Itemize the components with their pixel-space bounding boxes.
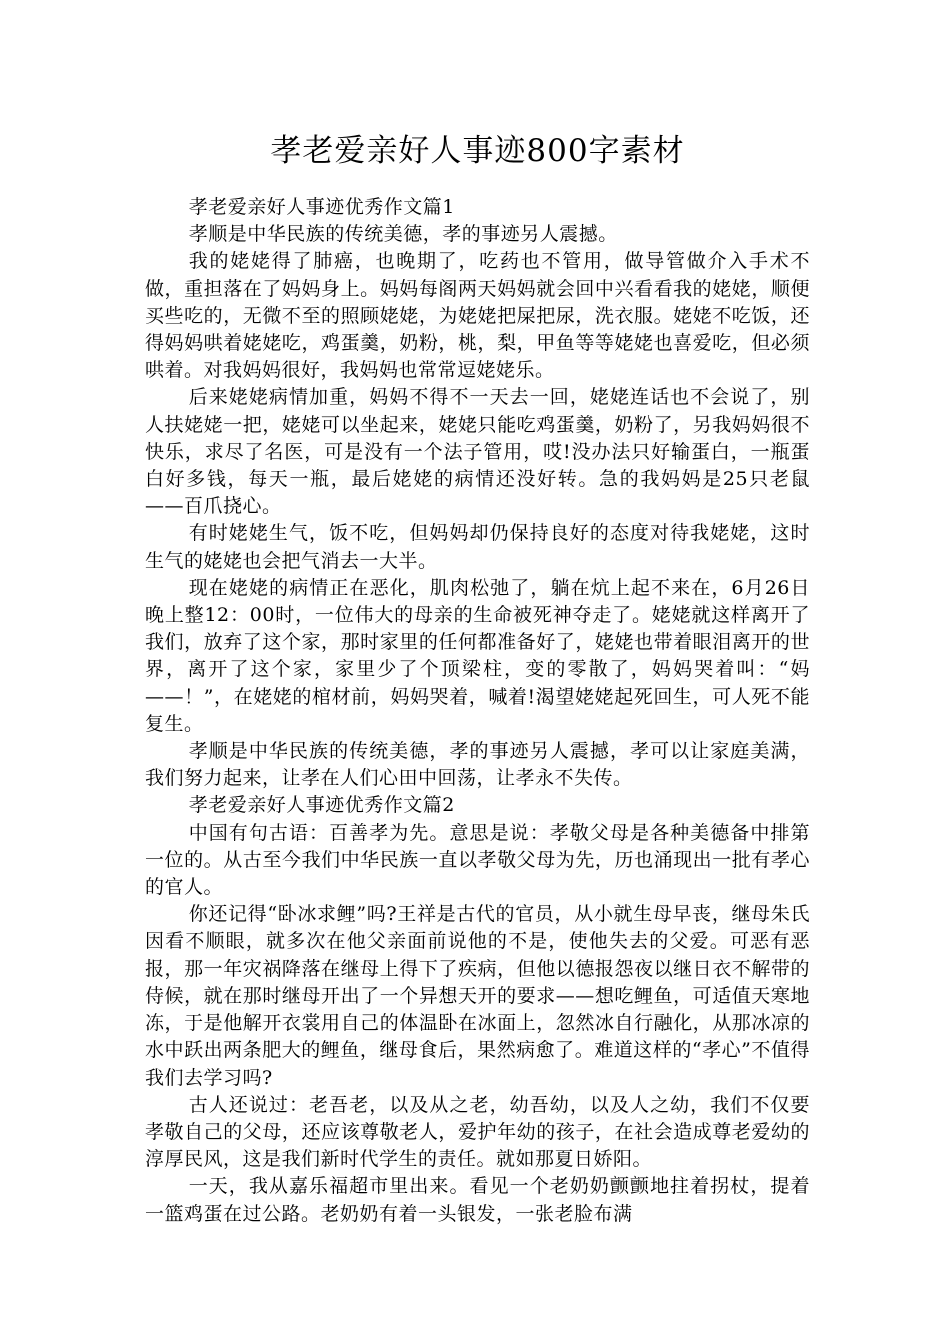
paragraph: 我的姥姥得了肺癌，也晚期了，吃药也不管用，做导管做介入手术不做，重担落在了妈妈身上。妈妈每阁两天妈妈就会回中兴看看我的姥姥，顺便买些吃的，无微不至的照顾姥姥，为姥姥把屎把尿，洗衣服。姥姥不吃饭，还得妈妈哄着姥姥吃，鸡蛋羹，奶粉，桃，梨，甲鱼等等姥姥也喜爱吃，但必须哄着。对我妈妈很好，我妈妈也常常逗姥姥乐。 bbox=[145, 250, 810, 382]
paragraph: 一天，我从嘉乐福超市里出来。看见一个老奶奶颤颤地拄着拐杖，提着一篮鸡蛋在过公路。老奶奶有着一头银发，一张老脸布满 bbox=[145, 1175, 810, 1225]
document-body bbox=[145, 194, 810, 1228]
paragraph: 现在姥姥的病情正在恶化，肌肉松弛了，躺在炕上起不来在，6月26日晚上整12：00时，一位伟大的母亲的生命被死神夺走了。姥姥就这样离开了我们，放弃了这个家，那时家里的任何都准备好了，姥姥也带着眼泪离开的世界，离开了这个家，家里少了个顶梁柱，变的零散了，妈妈哭着叫：“妈——！”，在姥姥的棺材前，妈妈哭着，喊着!渴望姥姥起死回生，可人死不能复生。 bbox=[145, 576, 810, 735]
paragraph: 后来姥姥病情加重，妈妈不得不一天去一回，姥姥连话也不会说了，别人扶姥姥一把，姥姥可以坐起来，姥姥只能吃鸡蛋羹，奶粉了，另我妈妈很不快乐，求尽了名医，可是没有一个法子管用，哎!没办法只好输蛋白，一瓶蛋白好多钱，每天一瓶，最后姥姥的病情还没好转。急的我妈妈是25只老鼠——百爪挠心。 bbox=[145, 386, 810, 518]
paragraph: 中国有句古语：百善孝为先。意思是说：孝敬父母是各种美德备中排第一位的。从古至今我们中华民族一直以孝敬父母为先，历也涌现出一批有孝心的官人。 bbox=[145, 821, 810, 899]
section-heading-2: 孝老爱亲好人事迹优秀作文篇2 bbox=[188, 794, 455, 817]
paragraph: 孝顺是中华民族的传统美德，孝的事迹另人震撼。 bbox=[188, 223, 618, 246]
paragraph: 你还记得“卧冰求鲤”吗?王祥是古代的官员，从小就生母早丧，继母朱氏因看不顺眼，就多次在他父亲面前说他的不是，使他失去的父爱。可恶有恶报，那一年灾祸降落在继母上得下了疾病，但他以德报怨夜以继日衣不解带的侍候，就在那时继母开出了一个异想天开的要求——想吃鲤鱼，可适值天寒地冻，于是他解开衣裳用自己的体温卧在冰面上，忽然冰自行融化，从那冰凉的水中跃出两条肥大的鲤鱼，继母食后，果然病愈了。难道这样的“孝心”不值得我们去学习吗? bbox=[145, 903, 810, 1089]
document-title: 孝老爱亲好人事迹800字素材 bbox=[270, 133, 685, 169]
paragraph: 有时姥姥生气，饭不吃，但妈妈却仍保持良好的态度对待我姥姥，这时生气的姥姥也会把气消去一大半。 bbox=[145, 522, 810, 572]
paragraph: 古人还说过：老吾老，以及从之老，幼吾幼，以及人之幼，我们不仅要孝敬自己的父母，还应该尊敬老人，爱护年幼的孩子，在社会造成尊老爱幼的淳厚民风，这是我们新时代学生的责任。就如那夏日娇阳。 bbox=[145, 1093, 810, 1171]
paragraph: 孝顺是中华民族的传统美德，孝的事迹另人震撼，孝可以让家庭美满，我们努力起来，让孝在人们心田中回荡，让孝永不失传。 bbox=[145, 740, 810, 790]
section-heading-1: 孝老爱亲好人事迹优秀作文篇1 bbox=[188, 196, 455, 218]
